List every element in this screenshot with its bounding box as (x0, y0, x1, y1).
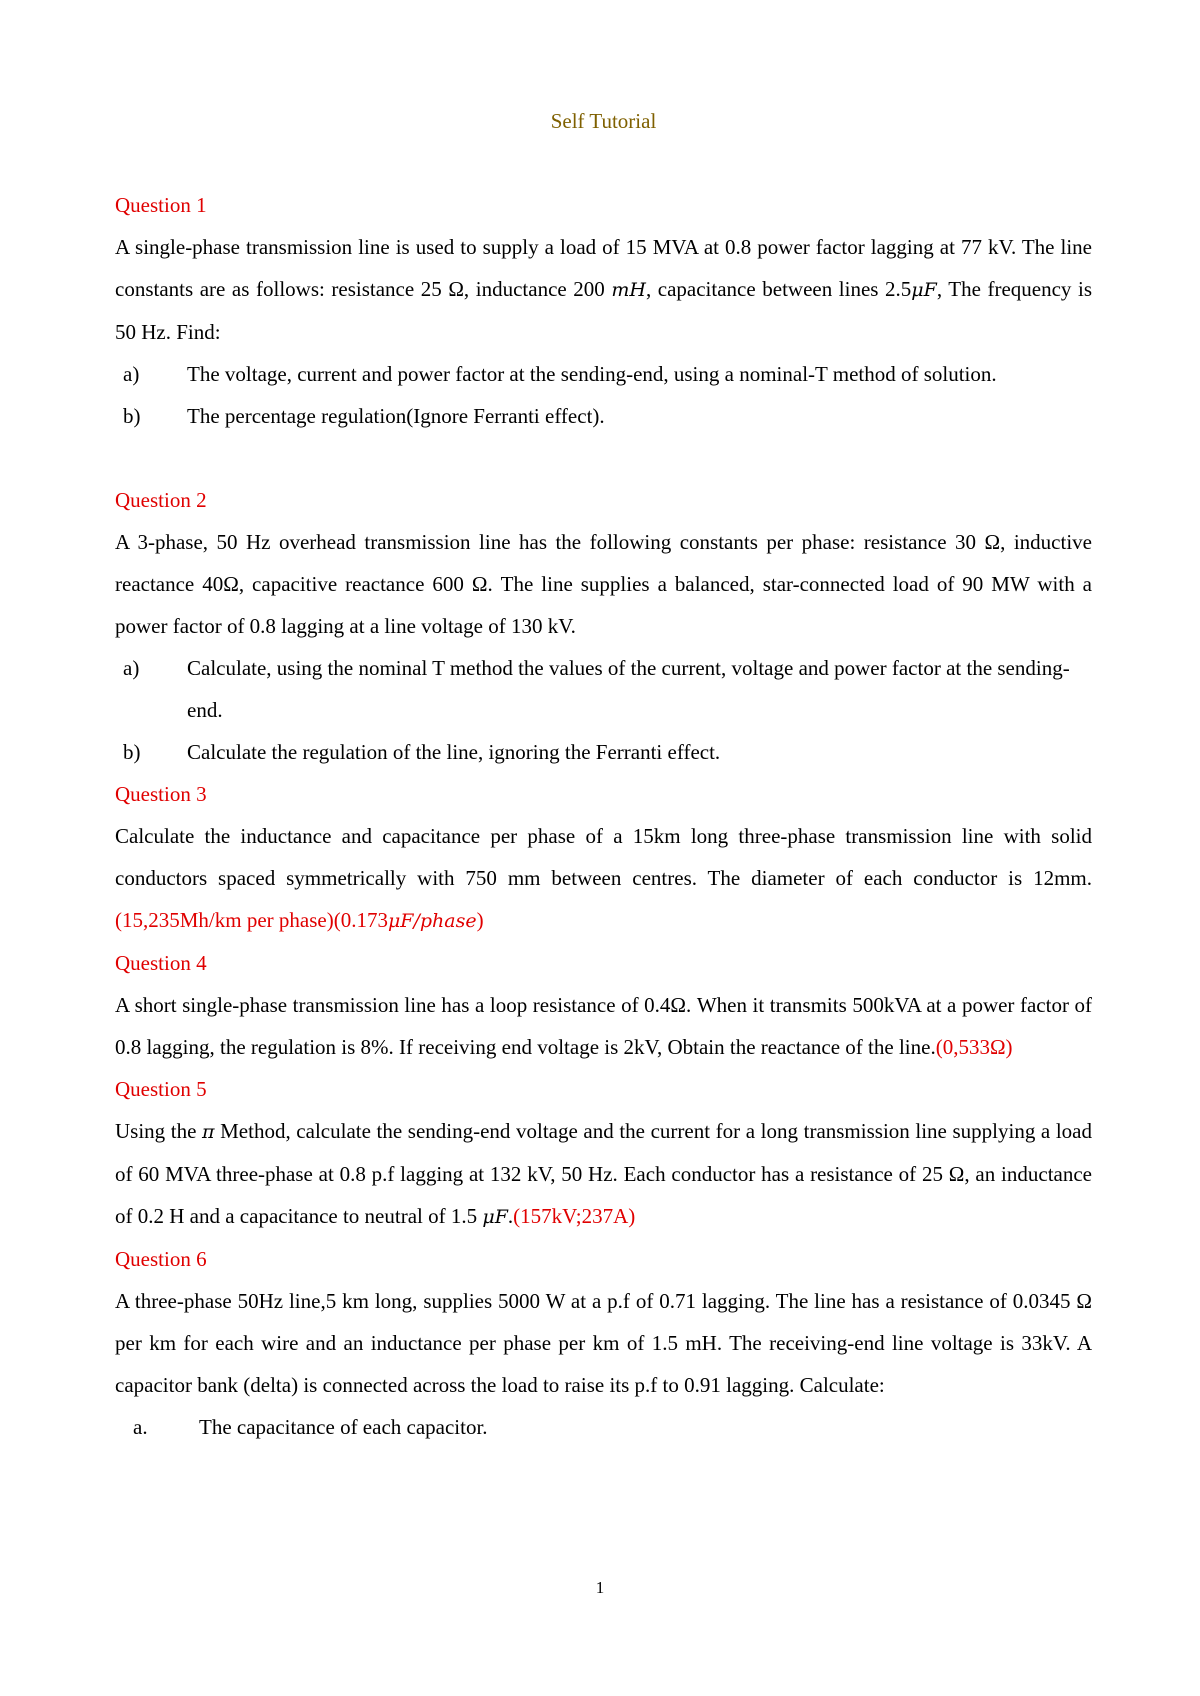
question-text: A 3-phase, 50 Hz overhead transmission line has the following constants per phase: resistance 30 Ω, inductive reactance 40Ω, capacitive reactance 600 Ω. The line supplies a balanced, star-connected load of 90 MW with a power factor of 0.8 lagging at a line voltage of 130 kV. (115, 530, 1092, 638)
part-marker: a) (123, 362, 140, 386)
question-1 (115, 184, 1092, 437)
math-symbol: mH (611, 279, 646, 301)
part-marker: a) (123, 656, 140, 680)
question-part (115, 353, 1092, 395)
part-text: The voltage, current and power factor at the sending-end, using a nominal-T method of solution. (187, 362, 997, 386)
question-text-segment: , The frequency is 50 Hz. Find: (115, 277, 1092, 344)
question-heading: Question 2 (115, 488, 207, 512)
math-symbol: μF (482, 1206, 508, 1228)
part-marker: b) (123, 740, 141, 764)
math-symbol: π (202, 1121, 215, 1143)
question-text-segment: Method, calculate the sending-end voltage and the current for a long transmission line supplying a load of 60 MVA three-phase at 0.8 p.f lagging at 132 kV, 50 Hz. Each conductor has a resistance of 25 Ω, an inductance of 0.2 H and a capacitance to neutral of 1.5 (115, 1119, 1092, 1228)
question-text-segment: Calculate the inductance and capacitance per phase of a 15km long three-phase transmission line with solid conductors spaced symmetrically with 750 mm between centres. The diameter of each conductor is 12mm. (115, 824, 1092, 890)
question-text (115, 226, 1092, 353)
part-text: The percentage regulation(Ignore Ferranti effect). (187, 404, 605, 428)
question-heading: Question 1 (115, 193, 207, 217)
question-text-segment: A short single-phase transmission line has a loop resistance of 0.4Ω. When it transmits 500kVA at a power factor of 0.8 lagging, the regulation is 8%. If receiving end voltage is 2kV, Obtain the reactance of the line. (115, 993, 1092, 1059)
question-2 (115, 479, 1092, 773)
answer-text (115, 908, 484, 932)
question-text: A three-phase 50Hz line,5 km long, supplies 5000 W at a p.f of 0.71 lagging. The line has a resistance of 0.0345 Ω per km for each wire and an inductance per phase per km of 1.5 mH. The receiving-end line voltage is 33kV. A capacitor bank (delta) is connected across the load to raise its p.f to 0.91 lagging. Calculate: (115, 1289, 1092, 1397)
question-3 (115, 773, 1092, 942)
document-page (115, 100, 1092, 1448)
question-text-segment: , capacitance between lines 2.5 (645, 277, 912, 301)
page-number: 1 (595, 1578, 605, 1597)
question-part (115, 395, 1092, 437)
question-6 (115, 1238, 1092, 1448)
question-parts (115, 1406, 1092, 1448)
question-text-segment: Using the (115, 1119, 203, 1143)
document-title: Self Tutorial (550, 109, 657, 133)
question-heading: Question 4 (115, 951, 207, 975)
answer-segment: ) (476, 908, 484, 932)
question-part (115, 1406, 1092, 1448)
answer-segment: (15,235Mh/km per phase)(0.173 (115, 908, 388, 932)
question-text-segment: A single-phase transmission line is used to supply a load of 15 MVA at 0.8 power factor lagging at 77 kV. The line constants are as follows: resistance 25 Ω, inductance 200 (115, 235, 1092, 301)
part-text: Calculate the regulation of the line, ignoring the Ferranti effect. (187, 740, 721, 764)
math-symbol: μF/phase (387, 910, 477, 932)
part-text: Calculate, using the nominal T method the values of the current, voltage and power factor at the sending-end. (187, 656, 1070, 722)
question-heading: Question 3 (115, 782, 207, 806)
part-text: The capacitance of each capacitor. (199, 1415, 488, 1439)
question-parts (115, 647, 1092, 773)
question-part (115, 731, 1092, 773)
part-marker: a. (133, 1415, 148, 1439)
question-text (115, 815, 1092, 942)
answer-text: (0,533Ω) (935, 1035, 1013, 1059)
question-text (115, 984, 1092, 1068)
math-symbol: μF (911, 279, 937, 301)
question-heading: Question 5 (115, 1077, 207, 1101)
question-text-segment: . (507, 1204, 514, 1228)
question-heading: Question 6 (115, 1247, 207, 1271)
question-4 (115, 942, 1092, 1068)
question-parts (115, 353, 1092, 437)
question-part (115, 647, 1092, 731)
question-5 (115, 1068, 1092, 1238)
answer-text: (157kV;237A) (513, 1204, 636, 1228)
part-marker: b) (123, 404, 141, 428)
spacer (115, 437, 1092, 479)
question-text (115, 1110, 1092, 1238)
